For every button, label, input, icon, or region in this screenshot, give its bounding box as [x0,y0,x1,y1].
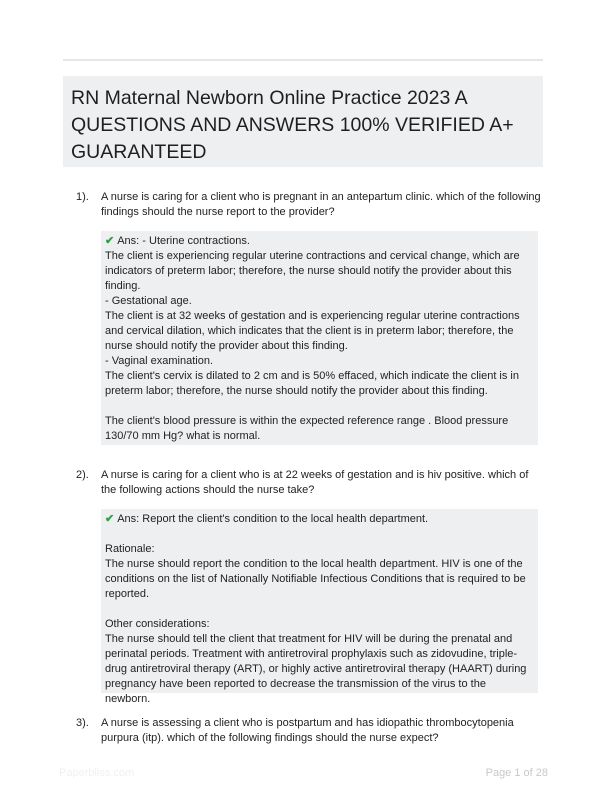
answer-box [101,231,538,445]
answer-box [101,509,538,705]
answer-line: The client's blood pressure is within the expected reference range . Blood pressure 130/70 mm Hg? what is normal. [105,415,512,442]
question-text: A nurse is assessing a client who is postpartum and has idiopathic thrombocytopenia purpura (itp). which of the following findings should the nurse expect? [101,717,514,744]
page-title: RN Maternal Newborn Online Practice 2023 A QUESTIONS AND ANSWERS 100% VERIFIED A+ GUARANTEED [71,87,514,163]
answer-line: - Gestational age. [105,295,192,307]
answer-line [105,399,534,414]
page-number: Page 1 of 28 [485,767,548,779]
title-box [63,76,543,167]
check-icon: ✔ [105,235,115,247]
answer-line: The nurse should tell the client that treatment for HIV will be during the prenatal and perinatal periods. Treatment with antiretroviral prophylaxis such as zidovudine, triple-drug antiretroviral therapy (ART), or highly active antiretroviral therapy (HAART) during pregnancy have been reported to decrease the transmission of the virus to the newborn. [105,633,530,705]
answer-line [105,602,534,617]
answer-line: The client is at 32 weeks of gestation and is experiencing regular uterine contractions and cervical dilation, which indicates that the client is in preterm labor; therefore, the nurse should notify the provider about this finding. [105,310,523,352]
footer-watermark: Paperbliss.com [59,767,135,779]
check-icon: ✔ [105,513,115,525]
answer-line: The client is experiencing regular uterine contractions and cervical change, which are indicators of preterm labor; therefore, the nurse should notify the provider about this finding. [105,250,523,292]
answer-line: The client's cervix is dilated to 2 cm and is 50% effaced, which indicate the client is in preterm labor; therefore, the nurse should notify the provider about this finding. [105,370,523,397]
answer-line: The nurse should report the condition to the local health department. HIV is one of the conditions on the list of Nationally Notifiable Infectious Conditions that is required to be reported. [105,558,529,600]
top-divider [63,59,543,61]
question-number: 1). [76,191,89,203]
question-number: 3). [76,717,89,729]
answer-line: ✔ Ans: Report the client's condition to the local health department. [105,513,429,525]
answer-line: - Vaginal examination. [105,355,214,367]
answer-line: ✔ Ans: - Uterine contractions. [105,235,250,247]
answer-line [105,527,534,542]
answer-line: Rationale: [105,543,155,555]
answer-line: Other considerations: [105,618,210,630]
question-text: A nurse is caring for a client who is at 22 weeks of gestation and is hiv positive. which of the following actions should the nurse take? [101,469,529,496]
question-number: 2). [76,469,89,481]
question-text: A nurse is caring for a client who is pregnant in an antepartum clinic. which of the following findings should the nurse report to the provider? [101,191,541,218]
